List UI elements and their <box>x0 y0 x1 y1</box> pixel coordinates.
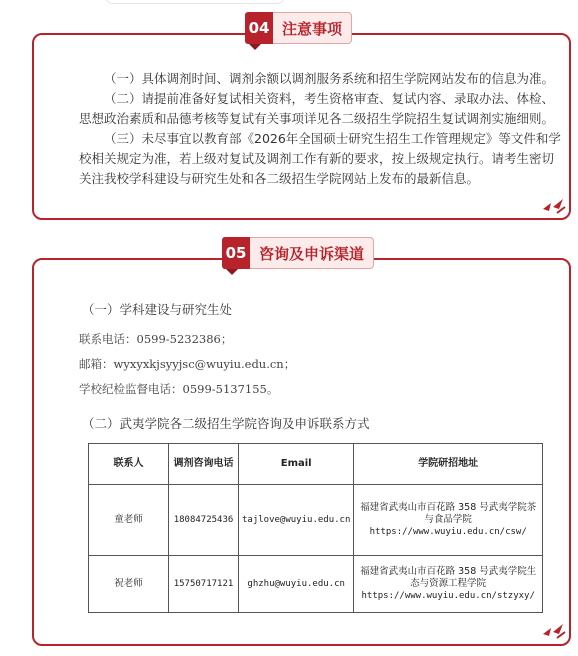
cell-email[interactable]: ghzhu@wuyiu.edu.cn <box>239 556 354 613</box>
discipline-phone: 学校纪检监督电话：0599-5137155。 <box>79 382 279 396</box>
corner-ornament-icon <box>541 193 567 215</box>
cell-email[interactable]: tajlove@wuyiu.edu.cn <box>239 485 354 556</box>
notice-paragraph-3: （三）未尽事宜以教育部《2026年全国硕士研究生招生工作管理规定》等文件和学校相关规定为准，若上级对复试及调剂工作有新的要求，按上级规定执行。请考生密切关注我校学科建设与研究生处和各二级招生学院网站上发布的最新信息。 <box>79 131 561 186</box>
notice-paragraph-2: （二）请提前准备好复试相关资料，考生资格审查、复试内容、录取办法、体检、思想政治素质和品德考核等复试有关事项详见各二级招生学院招生复试调剂实施细则。 <box>79 91 555 126</box>
contact-phone: 联系电话：0599-5232386； <box>79 332 233 346</box>
section-badge-05 <box>222 237 374 269</box>
address-url[interactable]: https://www.wuyiu.edu.cn/csw/ <box>369 527 527 537</box>
address-text: 福建省武夷山市百花路 358 号武夷学院生态与资源工程学院 <box>360 566 537 589</box>
corner-ornament-icon <box>541 618 567 640</box>
section-badge-04 <box>245 12 352 44</box>
section-number: 05 <box>222 237 250 269</box>
header-contact: 联系人 <box>89 444 169 485</box>
contact-email: 邮箱：wyxyxkjsyyjsc@wuyiu.edu.cn； <box>79 357 296 371</box>
contact-card <box>32 258 571 646</box>
cell-contact: 童老师 <box>89 485 169 556</box>
header-phone: 调剂咨询电话 <box>169 444 239 485</box>
subheading-college-contacts: （二）武夷学院各二级招生学院咨询及申诉联系方式 <box>82 416 370 431</box>
cell-contact: 祝老师 <box>89 556 169 613</box>
section-title: 咨询及申诉渠道 <box>250 237 374 269</box>
header-email: Email <box>239 444 354 485</box>
cell-address <box>354 485 543 556</box>
address-url[interactable]: https://www.wuyiu.edu.cn/stzyxy/ <box>361 591 535 601</box>
cell-address <box>354 556 543 613</box>
section-number: 04 <box>245 12 273 44</box>
section-title: 注意事项 <box>273 12 352 44</box>
notice-paragraph-1: （一）具体调剂时间、调剂余额以调剂服务系统和招生学院网站发布的信息为准。 <box>104 71 555 86</box>
address-text: 福建省武夷山市百花路 358 号武夷学院茶与食品学院 <box>360 502 537 525</box>
top-tab-edge <box>105 0 285 4</box>
cell-phone: 18084725436 <box>169 485 239 556</box>
cell-phone: 15750717121 <box>169 556 239 613</box>
header-address: 学院研招地址 <box>354 444 543 485</box>
table-row <box>89 556 543 613</box>
table-row <box>89 485 543 556</box>
subheading-graduate-office: （一）学科建设与研究生处 <box>82 302 233 317</box>
contacts-table <box>88 443 543 613</box>
notice-card <box>32 33 571 220</box>
